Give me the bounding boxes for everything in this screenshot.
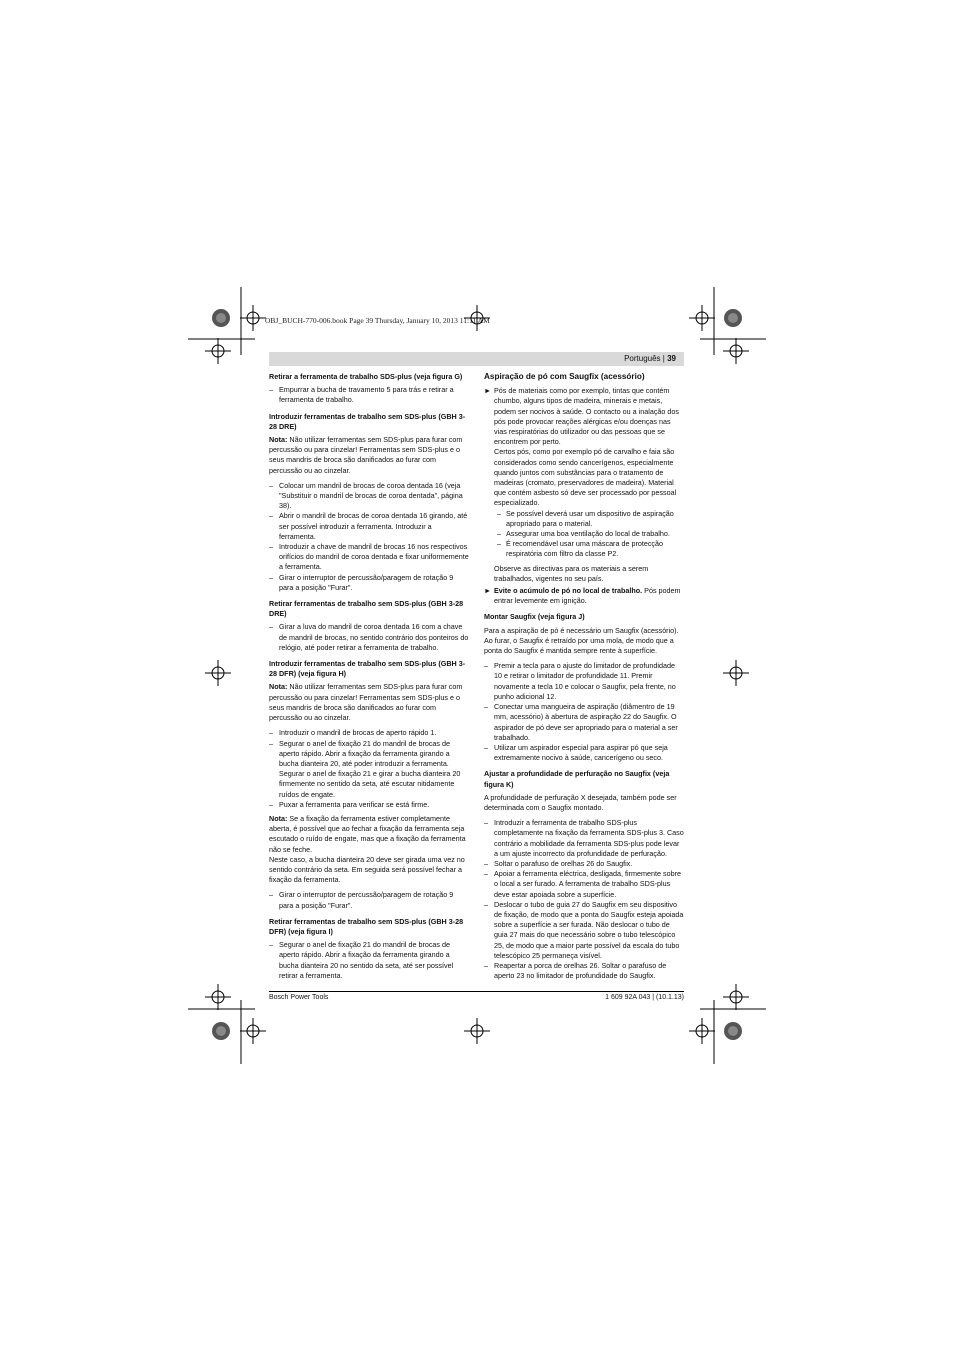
list-item: – Girar o interruptor de percussão/paragem de rotação 9 para a posição "Furar".	[269, 572, 454, 592]
section-title: Introduzir ferramentas de trabalho sem SDS-plus (GBH 3-28 DRE)	[269, 411, 466, 431]
arrow-icon: ►	[484, 586, 492, 596]
list-item: – Soltar o parafuso de orelhas 26 do Saugfix.	[484, 858, 633, 868]
section-title: Montar Saugfix (veja figura J)	[484, 612, 585, 622]
section-title: Retirar ferramentas de trabalho sem SDS-plus (GBH 3-28 DFR) (veja figura I)	[269, 916, 464, 936]
section-title: Ajustar a profundidade de perfuração no Saugfix (veja figura K)	[484, 769, 670, 789]
footer-rule	[269, 991, 684, 992]
header-label	[624, 354, 676, 363]
list-item: – Puxar a ferramenta para verificar se está firme.	[269, 799, 430, 809]
paragraph: Observe as directivas para os materiais a serem trabalhados, vigentes no seu país.	[494, 563, 649, 583]
list-item: – Girar o interruptor de percussão/paragem de rotação 9 para a posição "Furar".	[269, 890, 454, 910]
list-item: – Deslocar o tubo de guia 27 do Saugfix em seu dispositivo de fixação, de modo que a ponta do Saugfix esteja apoiada sobre a superfície a ser furada. Não deslocar o tubo de guia 27 mais do que necessário sobre o tubo telescópico 25, de modo que a maior parte possível da escala do tubo telescópico 25 permaneça visível.	[484, 899, 684, 960]
warning-item: ► Evite o acúmulo de pó no local de trabalho. Pós podem entrar levemente em ignição.	[484, 586, 681, 606]
left-column	[269, 372, 469, 981]
list-item: – Abrir o mandril de brocas de coroa dentada 16 girando, até ser possível introduzir a ferramenta. Introduzir a ferramenta.	[269, 511, 468, 541]
arrow-icon: ►	[484, 386, 492, 396]
sub-list-item: – Assegurar uma boa ventilação do local de trabalho.	[497, 529, 670, 539]
note-paragraph: Nota: Se a fixação da ferramenta estiver completamente aberta, é possível que ao fechar a fixação da ferramenta seja escutado o ruído de engate, mas que a fixação da ferramenta não se feche.	[269, 813, 466, 854]
sub-list-item: – Se possível deverá usar um dispositivo de aspiração apropriado para o material.	[497, 508, 674, 528]
print-slug: OBJ_BUCH-770-006.book Page 39 Thursday, January 10, 2013 11:11 AM	[265, 316, 490, 325]
right-column	[484, 372, 684, 981]
section-title: Retirar a ferramenta de trabalho SDS-plus (veja figura G)	[269, 372, 463, 381]
footer-doc-number: 1 609 92A 043 | (10.1.13)	[605, 994, 684, 1001]
list-item: – Segurar o anel de fixação 21 do mandril de brocas de aperto rápido. Abrir a fixação da ferramenta girando a bucha dianteira 20, até poder introduzir a ferramenta. Segurar o anel de fixação 21 e girar a bucha dianteira 20 firmemente no sentido da seta, até escutar nitidamente ruídos de engate.	[269, 738, 461, 799]
paragraph: Para a aspiração de pó é necessário um Saugfix (acessório). Ao furar, o Saugfix é retraído por uma mola, de modo que a ponta do Saugfix é mantida sempre rente à superfície.	[484, 625, 679, 656]
page-number: 39	[667, 354, 676, 363]
list-item: – Introduzir a chave de mandril de brocas 16 nos respectivos orifícios do mandril de coroa dentada e fixar uniformemente a ferramenta.	[269, 542, 469, 572]
paragraph: Certos pós, como por exemplo pó de carvalho e faia são considerados como sendo cancerígenos, especialmente quando juntos com substâncias para o tratamento de madeiras (cromato, preservadores de madeira). Material que contém asbesto só deve ser processado por pessoal especializado.	[494, 447, 677, 508]
section-title: Aspiração de pó com Saugfix (acessório)	[484, 372, 645, 381]
list-item: – Segurar o anel de fixação 21 do mandril de brocas de aperto rápido. Abrir a fixação da ferramenta girando a bucha dianteira 20 no sentido da seta, até ser possível retirar a ferramenta.	[269, 940, 454, 980]
list-item: – Girar a luva do mandril de coroa dentada 16 com a chave de mandril de brocas, no sentido contrário dos ponteiros do relógio, até poder retirar a ferramenta de trabalho.	[269, 622, 469, 652]
warning-item: ► Pós de materiais como por exemplo, tintas que contém chumbo, alguns tipos de madeira, minerais e metais, podem ser nocivos à saúde. O contacto ou a inalação dos pós pode provocar reações alérgicas e/ou doenças nas vias respiratórias do utilizador ou das pessoas que se encontrem por perto.	[484, 386, 679, 447]
list-item: – Apoiar a ferramenta eléctrica, desligada, firmemente sobre o local a ser furado. A ferramenta de trabalho SDS-plus deve estar apoiada sobre a superfície.	[484, 869, 681, 899]
section-title: Retirar ferramentas de trabalho sem SDS-plus (GBH 3-28 DRE)	[269, 599, 464, 619]
page-header	[269, 352, 684, 366]
paragraph: Neste caso, a bucha dianteira 20 deve ser girada uma vez no sentido contrário da seta. Em seguida será possível fechar a fixação da ferramenta.	[269, 854, 465, 885]
list-item: – Premir a tecla para o ajuste do limitador de profundidade 10 e retirar o limitador de profundidade 11. Premir novamente a tecla 10 e colocar o Saugfix, pela frente, no punho adicional 12.	[484, 661, 676, 701]
section-title: Introduzir ferramentas de trabalho sem SDS-plus (GBH 3-28 DFR) (veja figura H)	[269, 659, 466, 679]
note-paragraph: Nota: Não utilizar ferramentas sem SDS-plus para furar com percussão ou para cinzelar! Ferramentas sem SDS-plus e o seus mandris de broca são danificados ao furar com percussão ou ao cinzelar.	[269, 435, 463, 475]
list-item: – Reapertar a porca de orelhas 26. Soltar o parafuso de aperto 23 no limitador de profundidade do Saugfix.	[484, 960, 667, 981]
header-separator: |	[662, 354, 665, 363]
list-item: – Empurrar a bucha de travamento 5 para trás e retirar a ferramenta de trabalho.	[269, 385, 454, 405]
note-paragraph: Nota: Não utilizar ferramentas sem SDS-plus para furar com percussão ou para cinzelar! Ferramentas sem SDS-plus e o seus mandris de broca são danificados ao furar com percussão ou ao cinzelar.	[269, 682, 463, 723]
list-item: – Conectar uma mangueira de aspiração (diâmentro de 19 mm, acessório) à abertura de aspiração 22 do Saugfix. O aspirador de pó deve ser apropriado para o material a ser trabalhado.	[484, 702, 678, 742]
header-language: Português	[624, 354, 661, 363]
list-item: – Introduzir o mandril de brocas de aperto rápido 1.	[269, 728, 437, 738]
list-item: – Colocar um mandril de brocas de coroa dentada 16 (veja "Substituir o mandril de brocas de coroa dentada", página 38).	[269, 480, 463, 511]
list-item: – Introduzir a ferramenta de trabalho SDS-plus completamente na fixação da ferramenta SDS-plus 3. Caso contrário a mobilidade da ferramenta SDS-plus pode levar a um ajuste incorrecto da profundidade de perfuração.	[484, 818, 684, 858]
paragraph: A profundidade de perfuração X desejada, também pode ser determinada com o Saugfix montado.	[484, 792, 677, 812]
sub-list-item: – É recomendável usar uma máscara de protecção respiratória com filtro da classe P2.	[497, 539, 664, 559]
footer-brand: Bosch Power Tools	[269, 994, 329, 1001]
list-item: – Utilizar um aspirador especial para aspirar pó que seja extremamente nocivo à saúde, cancerígeno ou seco.	[484, 742, 668, 763]
